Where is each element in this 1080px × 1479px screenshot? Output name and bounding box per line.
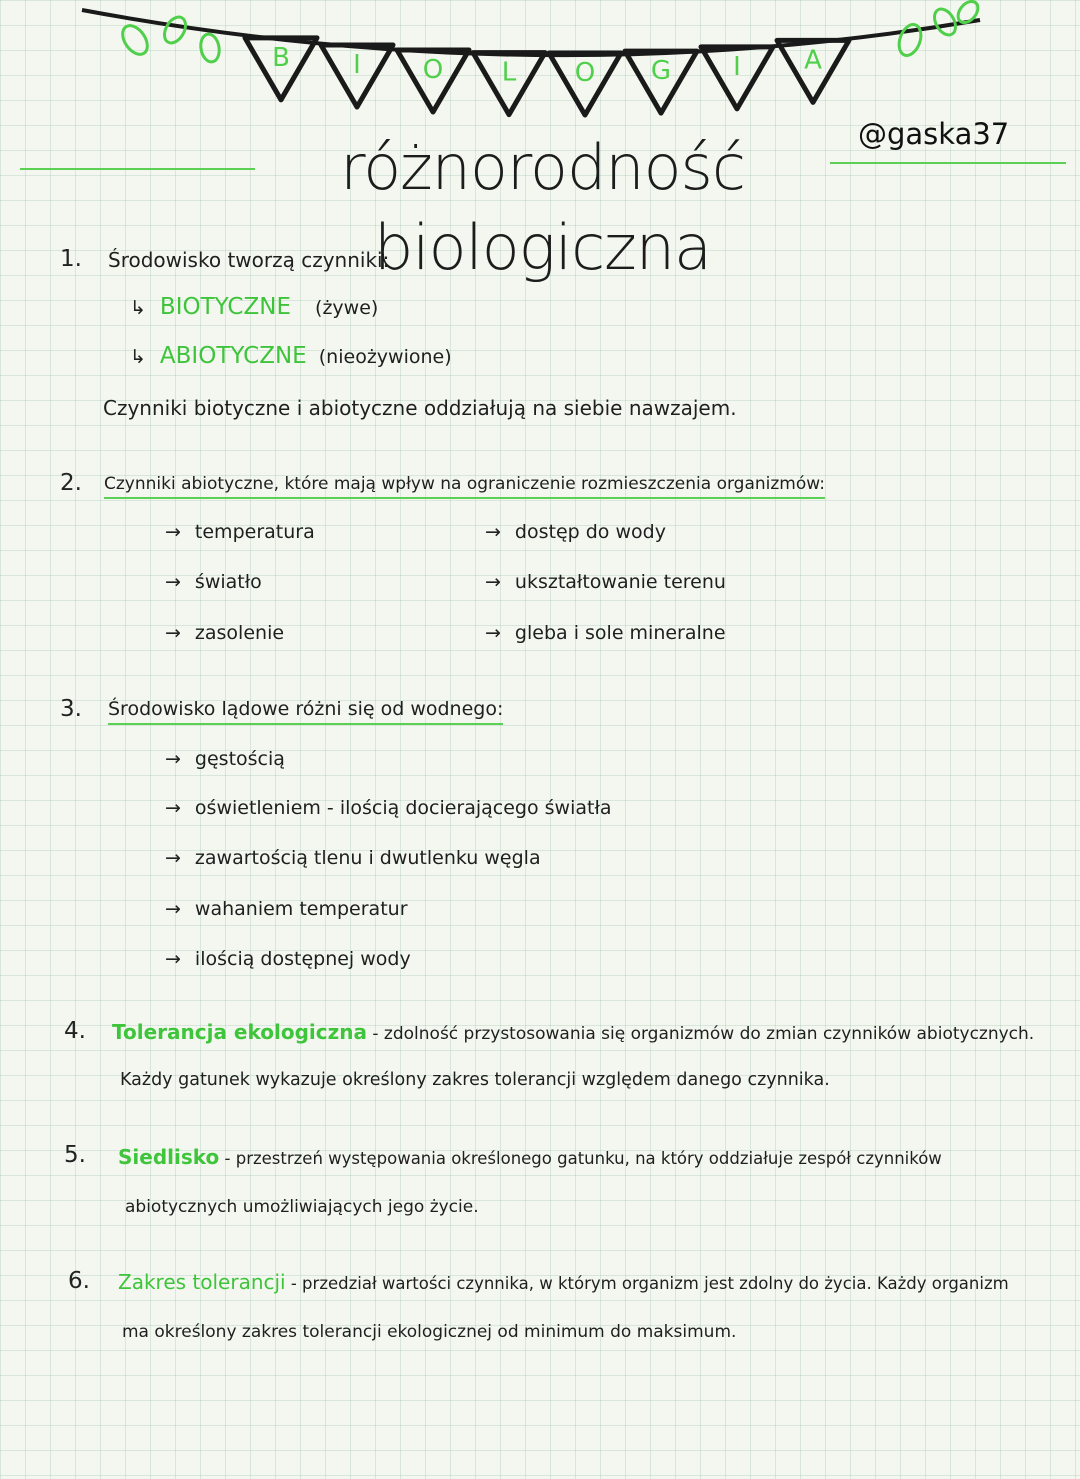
definition-text: - przestrzeń występowania określonego gatunku, na który oddziałuje zespół czynników <box>224 1149 942 1168</box>
hook-arrow-icon: ↳ <box>130 346 146 368</box>
factor-label: zasolenie <box>194 622 285 644</box>
term-habitat: Siedlisko <box>118 1145 220 1169</box>
section-3-number: 3. <box>60 696 82 722</box>
factor-label: dostęp do wody <box>514 521 666 543</box>
section-5-definition-line <box>118 1145 942 1169</box>
term-tolerance-range: Zakres tolerancji <box>118 1270 286 1294</box>
factor-label: temperatura <box>194 521 315 543</box>
difference-label: oświetleniem - ilością docierającego światła <box>194 797 612 819</box>
section-3-item-2 <box>165 797 612 819</box>
section-6-number: 6. <box>68 1268 90 1294</box>
arrow-right-icon: → <box>165 847 181 869</box>
biologia-garland-banner <box>0 0 1080 120</box>
pennant-letter: O <box>422 55 444 86</box>
section-2-number: 2. <box>60 470 82 496</box>
section-4-definition-line <box>112 1020 1034 1044</box>
section-3-item-1 <box>165 748 285 770</box>
arrow-right-icon: → <box>485 622 501 644</box>
factor-label: ukształtowanie terenu <box>514 571 726 593</box>
section-5-line-2: abiotycznych umożliwiających jego życie. <box>125 1197 479 1217</box>
section-1-item-biotic <box>130 294 378 320</box>
section-6-line-2: ma określony zakres tolerancji ekologicznej od minimum do maksimum. <box>122 1322 737 1342</box>
section-5-number: 5. <box>64 1142 86 1168</box>
arrow-right-icon: → <box>165 797 181 819</box>
pennant-letter: I <box>733 51 741 82</box>
biotic-label: BIOTYCZNE <box>159 294 291 320</box>
section-6-definition-line <box>118 1270 1009 1294</box>
pennant-letter: A <box>804 45 822 76</box>
difference-label: gęstością <box>194 748 285 770</box>
pennant-letter: B <box>272 42 290 73</box>
section-3-item-4 <box>165 898 408 920</box>
section-2-left-item-2 <box>165 571 262 593</box>
section-3-heading: Środowisko lądowe różni się od wodnego: <box>108 698 503 725</box>
factor-label: gleba i sole mineralne <box>514 622 726 644</box>
title-line-right <box>830 162 1066 164</box>
section-2-right-item-3 <box>485 622 726 644</box>
term-tolerance: Tolerancja ekologiczna <box>112 1020 367 1044</box>
section-4-line-2: Każdy gatunek wykazuje określony zakres tolerancji względem danego czynnika. <box>120 1070 830 1090</box>
page-title: różnorodność biologiczna <box>340 131 745 284</box>
hook-arrow-icon: ↳ <box>130 297 146 319</box>
pennant-letter: O <box>574 58 596 89</box>
pennant-letter: I <box>353 50 361 81</box>
pennant-letter: L <box>501 57 517 88</box>
factor-label: światło <box>194 571 262 593</box>
section-2-left-item-1 <box>165 521 315 543</box>
section-3-item-5 <box>165 948 411 970</box>
section-1-heading: Środowisko tworzą czynniki: <box>108 248 390 272</box>
abiotic-label: ABIOTYCZNE <box>159 343 307 369</box>
section-1-item-abiotic <box>130 343 452 369</box>
section-4-number: 4. <box>64 1018 86 1044</box>
difference-label: wahaniem temperatur <box>194 898 408 920</box>
arrow-right-icon: → <box>165 748 181 770</box>
section-3-item-3 <box>165 847 541 869</box>
arrow-right-icon: → <box>165 948 181 970</box>
title-line-left <box>20 168 255 170</box>
author-handle: @gaska37 <box>858 117 1010 151</box>
definition-text: - zdolność przystosowania się organizmów do zmian czynników abiotycznych. <box>372 1024 1035 1044</box>
arrow-right-icon: → <box>485 521 501 543</box>
pennant-letter: G <box>650 56 672 87</box>
section-2-heading: Czynniki abiotyczne, które mają wpływ na ograniczenie rozmieszczenia organizmów: <box>104 474 825 499</box>
difference-label: ilością dostępnej wody <box>194 948 411 970</box>
biotic-note: (żywe) <box>315 297 379 319</box>
section-2-left-item-3 <box>165 622 284 644</box>
arrow-right-icon: → <box>485 571 501 593</box>
arrow-right-icon: → <box>165 898 181 920</box>
arrow-right-icon: → <box>165 571 181 593</box>
section-2-right-item-1 <box>485 521 666 543</box>
section-2-right-item-2 <box>485 571 726 593</box>
arrow-right-icon: → <box>165 521 181 543</box>
arrow-right-icon: → <box>165 622 181 644</box>
difference-label: zawartością tlenu i dwutlenku węgla <box>194 847 541 869</box>
section-1-summary: Czynniki biotyczne i abiotyczne oddziałują na siebie nawzajem. <box>103 396 737 420</box>
section-1-number: 1. <box>60 246 82 272</box>
definition-text: - przedział wartości czynnika, w którym organizm jest zdolny do życia. Każdy organizm <box>290 1274 1009 1293</box>
abiotic-note: (nieożywione) <box>318 346 452 368</box>
